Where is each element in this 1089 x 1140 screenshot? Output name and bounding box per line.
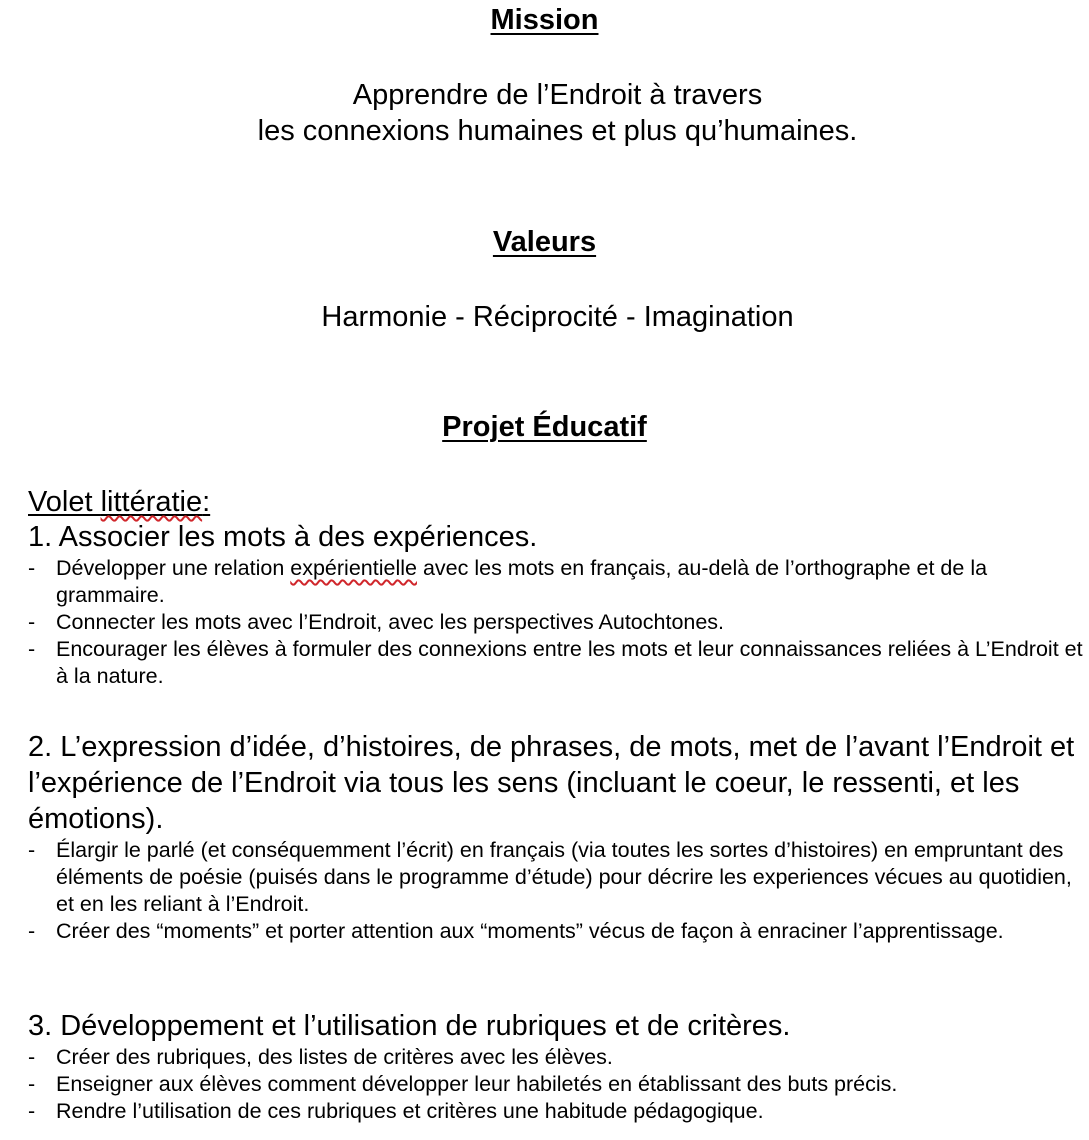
list-item: - Élargir le parlé (et conséquemment l’écrit) en français (via toutes les sortes d’histoires) en empruntant des éléments de poésie (puisés dans le programme d’étude) pour décrire les experiences vécues au quotidien, et en les reliant à l’Endroit. — [28, 838, 1072, 916]
item-3-title: 3. Développement et l’utilisation de rubriques et de critères. — [28, 1010, 791, 1042]
list-item: - Créer des rubriques, des listes de critères avec les élèves. — [28, 1045, 613, 1069]
valeurs-text: Harmonie - Réciprocité - Imagination — [321, 301, 794, 333]
section-item-1 — [28, 485, 1086, 690]
section-item-3 — [28, 1008, 1086, 1125]
mission-heading: Mission — [490, 4, 599, 36]
list-item: - Rendre l’utilisation de ces rubriques et critères une habitude pédagogique. — [28, 1099, 764, 1123]
mission-line-1: Apprendre de l’Endroit à travers — [352, 79, 763, 111]
item-1-bullets — [28, 555, 1086, 690]
mission-line-2: les connexions humaines et plus qu’humaines. — [257, 115, 858, 147]
list-item: - Créer des “moments” et porter attention aux “moments” vécus de façon à enraciner l’apprentissage. — [28, 919, 1004, 943]
volet-label: Volet littératie: — [28, 486, 211, 518]
spellcheck-flagged-word: littératie — [100, 486, 203, 518]
item-2-title: 2. L’expression d’idée, d’histoires, de phrases, de mots, met de l’avant l’Endroit et l’expérience de l’Endroit via tous les sens (incluant le coeur, le ressenti, et les émotions). — [28, 731, 1075, 835]
item-2-bullets — [28, 837, 1086, 945]
list-item: - Enseigner aux élèves comment développer leur habiletés en établissant des buts précis. — [28, 1072, 898, 1096]
projet-heading: Projet Éducatif — [442, 411, 647, 443]
list-item: - Encourager les élèves à formuler des connexions entre les mots et leur connaissances reliées à L’Endroit et à la nature. — [28, 637, 1083, 688]
item-1-title: 1. Associer les mots à des expériences. — [28, 521, 538, 553]
section-item-2 — [28, 729, 1086, 945]
item-3-bullets — [28, 1044, 1086, 1125]
spellcheck-flagged-word: expérientielle — [290, 556, 417, 580]
list-item: - Connecter les mots avec l’Endroit, avec les perspectives Autochtones. — [28, 610, 725, 634]
valeurs-heading: Valeurs — [492, 226, 597, 258]
list-item: - Développer une relation expérientielle avec les mots en français, au-delà de l’orthographe et de la grammaire. — [28, 556, 988, 607]
